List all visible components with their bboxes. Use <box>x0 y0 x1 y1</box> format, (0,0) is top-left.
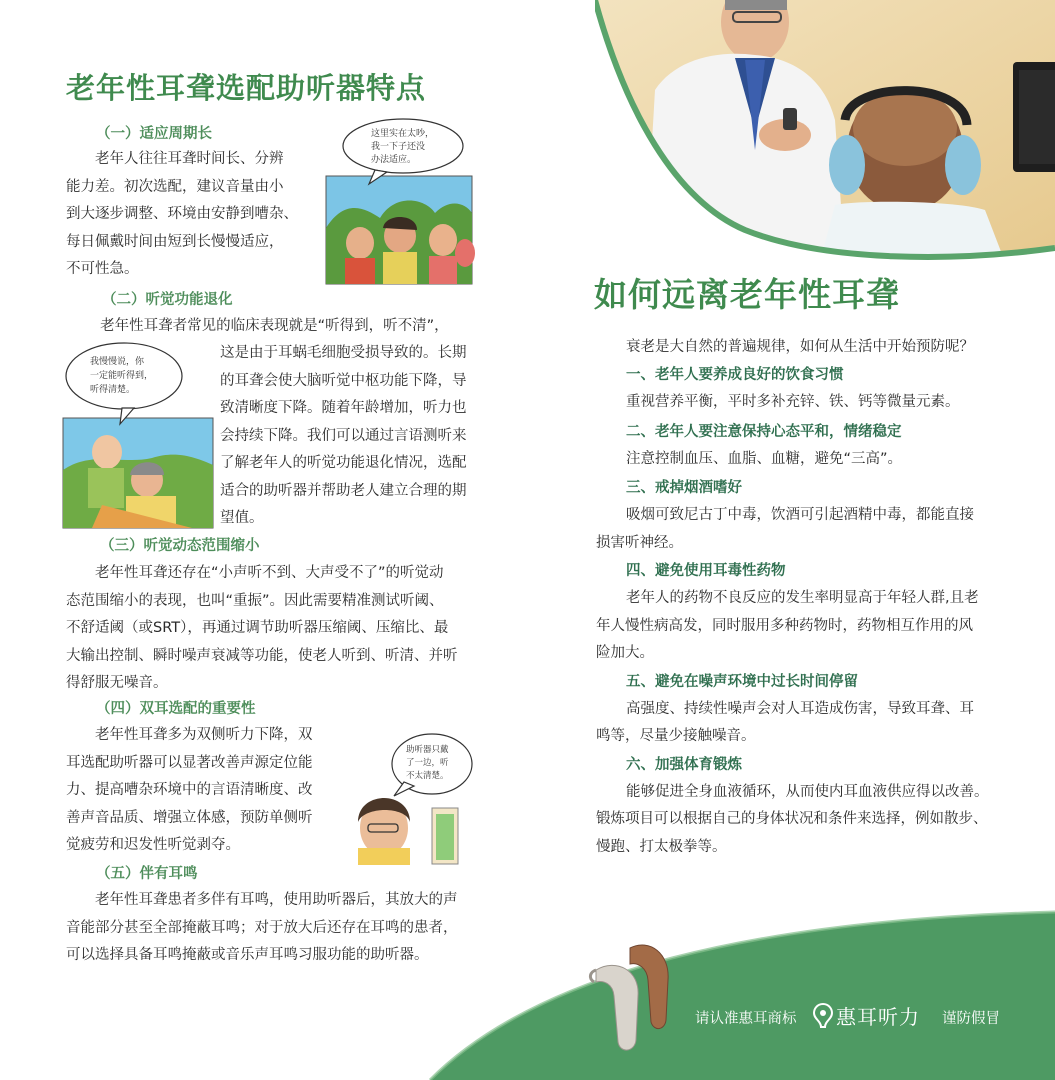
section-2-line-6: 了解老年人的听觉功能退化情况，选配 <box>220 455 467 471</box>
section-4-line-5: 觉疲劳和迟发性听觉剥夺。 <box>66 837 240 853</box>
section-1-line-1: 老年人往往耳聋时间长、分辨 <box>95 151 284 167</box>
section-5-line-2: 音能部分甚至全部掩蔽耳鸣；对于放大后还存在耳鸣的患者， <box>66 919 458 936</box>
right-item-2-heading: 二、老年人要注意保持心态平和，情绪稳定 <box>626 423 902 440</box>
section-2-heading: （二）听觉功能退化 <box>102 292 233 308</box>
section-2-line-8: 望值。 <box>220 510 264 526</box>
section-4-body <box>66 722 356 860</box>
comic-3-bubble-line-3: 不太清楚。 <box>406 771 449 781</box>
right-intro: 衰老是大自然的普遍规律，如何从生活中开始预防呢？ <box>626 339 974 355</box>
section-3-line-4: 大输出控制、瞬时噪声衰减等功能，使老人听到、听清、并听 <box>66 647 458 664</box>
left-title: 老年性耳聋选配助听器特点 <box>66 71 427 105</box>
right-item-6-line-3: 慢跑、打太极拳等。 <box>596 838 727 855</box>
doctor-patient-photo <box>595 0 1055 262</box>
right-item-4-line-3: 险加大。 <box>596 645 654 661</box>
right-item-1-heading: 一、老年人要养成良好的饮食习惯 <box>626 367 844 383</box>
section-4-line-4: 善声音品质、增强立体感，预防单侧听 <box>66 809 313 826</box>
section-2-body <box>220 340 492 533</box>
brand-name: 惠耳听力 <box>836 1005 920 1029</box>
comic-noisy-crowd <box>325 118 475 286</box>
comic-3-bubble-line-1: 助听器只戴 <box>406 745 449 755</box>
right-item-6-heading: 六、加强体育锻炼 <box>626 756 742 773</box>
footer-warning-text: 谨防假冒 <box>942 1011 1000 1027</box>
right-item-5-line-1: 高强度、持续性噪声会对人耳造成伤害，导致耳聋、耳 <box>626 700 974 717</box>
right-item-5-line-2: 鸣等，尽量少接触噪音。 <box>596 728 756 744</box>
comic-1-bubble-line-3: 办法适应。 <box>371 155 417 165</box>
comic-2-bubble-line-3: 听得清楚。 <box>90 385 136 395</box>
section-3-line-3: 不舒适阈（或SRT），再通过调节助听器压缩阈、压缩比、最 <box>66 620 449 636</box>
section-1-body <box>66 146 326 284</box>
comic-2-bubble-line-1: 我慢慢说，你 <box>90 357 145 367</box>
comic-single-aid <box>352 730 474 865</box>
right-title: 如何远离老年性耳聋 <box>594 275 900 314</box>
section-3-line-1: 老年性耳聋还存在“小声听不到、大声受不了”的听觉动 <box>95 565 444 581</box>
right-item-6-line-2: 锻炼项目可以根据自己的身体状况和条件来选择，例如散步、 <box>596 811 988 827</box>
section-5-heading: （五）伴有耳鸣 <box>96 866 198 882</box>
right-item-4-heading: 四、避免使用耳毒性药物 <box>626 563 786 579</box>
footer-band <box>0 880 1055 1080</box>
right-item-6-line-1: 能够促进全身血液循环，从而使内耳血液供应得以改善。 <box>626 783 989 800</box>
section-3-line-2: 态范围缩小的表现，也叫“重振”。因此需要精准测试听阈、 <box>66 592 444 609</box>
section-4-heading: （四）双耳选配的重要性 <box>96 701 256 717</box>
right-item-5-heading: 五、避免在噪声环境中过长时间停留 <box>626 673 858 690</box>
right-item-2-line-1: 注意控制血压、血脂、血糖，避免“三高”。 <box>626 450 903 467</box>
brand-logo-icon <box>811 1001 835 1031</box>
section-4-line-3: 力、提高嘈杂环境中的言语清晰度、改 <box>66 782 313 798</box>
right-item-3-line-2: 损害听神经。 <box>596 534 683 551</box>
section-2-line-2: 这是由于耳蜗毛细胞受损导致的。长期 <box>220 345 467 361</box>
section-3-line-5: 得舒服无噪音。 <box>66 675 168 691</box>
section-2-line-1: 老年性耳聋者常见的临床表现就是“听得到，听不清”， <box>100 318 449 334</box>
section-2-line-5: 会持续下降。我们可以通过言语测听来 <box>220 427 467 444</box>
section-1-line-4: 每日佩戴时间由短到长慢慢适应， <box>66 233 284 250</box>
comic-3-bubble-line-2: 了一边，听 <box>406 758 449 768</box>
section-1-line-3: 到大逐步调整、环境由安静到嘈杂、 <box>66 206 298 222</box>
section-2-line-3: 的耳聋会使大脑听觉中枢功能下降，导 <box>220 372 467 389</box>
right-item-1-line-1: 重视营养平衡，平时多补充锌、铁、钙等微量元素。 <box>626 394 960 410</box>
comic-1-bubble-line-1: 这里实在太吵， <box>371 129 435 139</box>
right-item-3-heading: 三、戒掉烟酒嗜好 <box>626 480 742 496</box>
section-2-line-7: 适合的助听器并帮助老人建立合理的期 <box>220 482 467 499</box>
right-item-4-line-1: 老年人的药物不良反应的发生率明显高于年轻人群,且老 <box>626 590 979 606</box>
section-1-line-2: 能力差。初次选配，建议音量由小 <box>66 178 284 195</box>
right-item-4-line-2: 年人慢性病高发，同时服用多种药物时，药物相互作用的风 <box>596 617 973 634</box>
section-2-line-4: 致清晰度下降。随着年龄增加，听力也 <box>220 400 467 416</box>
section-4-line-1: 老年性耳聋多为双侧听力下降，双 <box>95 727 313 743</box>
section-5-line-1: 老年性耳聋患者多伴有耳鸣，使用助听器后，其放大的声 <box>95 892 458 908</box>
section-1-line-5: 不可性急。 <box>66 261 139 277</box>
section-3-body <box>66 560 496 698</box>
hearing-aid-icon <box>584 940 684 1060</box>
comic-caregiver <box>62 340 214 530</box>
right-list <box>596 364 1016 861</box>
section-5-line-3: 可以选择具备耳鸣掩蔽或音乐声耳鸣习服功能的助听器。 <box>66 947 429 963</box>
comic-2-bubble-line-2: 一定能听得到， <box>90 371 154 381</box>
comic-1-bubble-line-2: 我一下子还没 <box>371 142 426 152</box>
right-item-3-line-1: 吸烟可致尼古丁中毒，饮酒可引起酒精中毒，都能直接 <box>626 507 974 523</box>
section-4-line-2: 耳选配助听器可以显著改善声源定位能 <box>66 754 313 771</box>
section-1-heading: （一）适应周期长 <box>96 126 212 142</box>
section-3-heading: （三）听觉动态范围缩小 <box>100 538 260 554</box>
footer-verify-text: 请认准惠耳商标 <box>695 1011 797 1027</box>
